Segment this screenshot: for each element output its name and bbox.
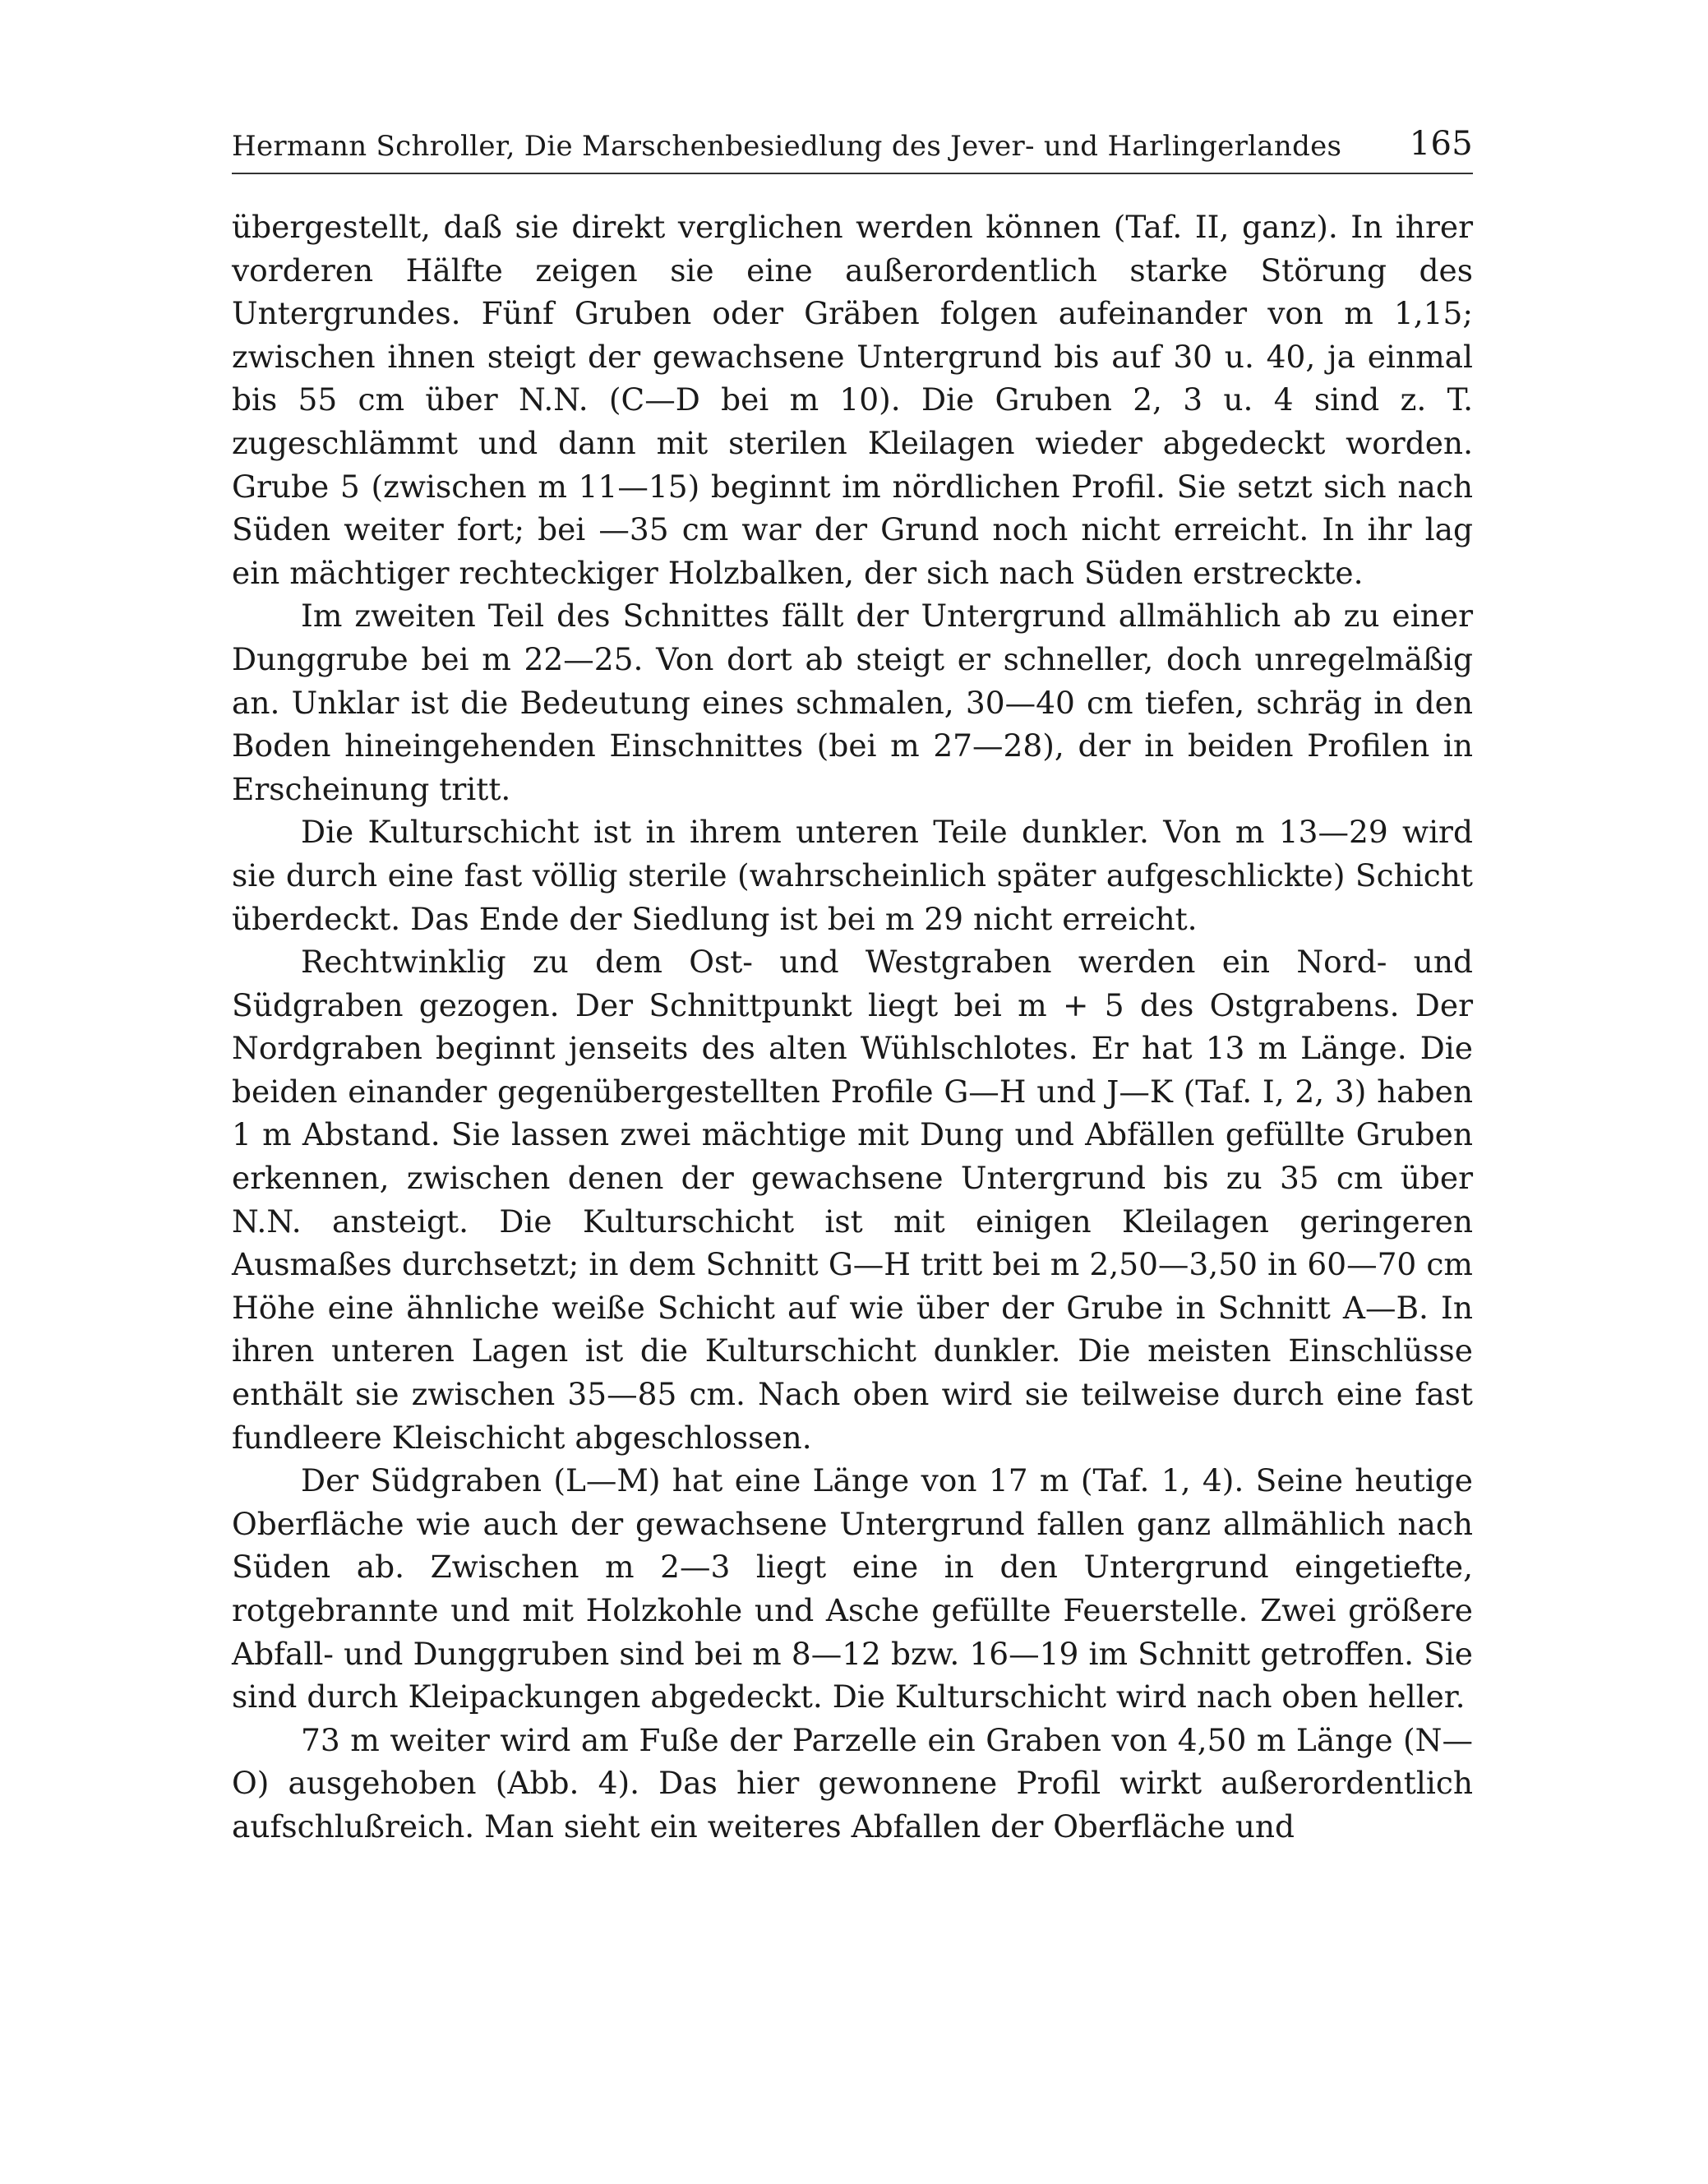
page	[232, 123, 1473, 1849]
paragraph-5: Der Südgraben (L—M) hat eine Länge von 17 m (Taf. 1, 4). Seine heutige Oberfläche wie auch der gewachsene Untergrund fallen ganz allmählich nach Süden ab. Zwischen m 2—3 liegt eine in den Untergrund eingetiefte, rotgebrannte und mit Holzkohle und Asche gefüllte Feuerstelle. Zwei größere Abfall- und Dunggruben sind bei m 8—12 bzw. 16—19 im Schnitt getroffen. Sie sind durch Kleipackungen abgedeckt. Die Kulturschicht wird nach oben heller.	[232, 1462, 1473, 1715]
paragraph-4: Rechtwinklig zu dem Ost- und Westgraben werden ein Nord- und Südgraben gezogen. Der Schnittpunkt liegt bei m + 5 des Ostgrabens. Der Nordgraben beginnt jenseits des alten Wühlschlotes. Er hat 13 m Länge. Die beiden einander gegenübergestellten Profile G—H und J—K (Taf. I, 2, 3) haben 1 m Abstand. Sie lassen zwei mächtige mit Dung und Abfällen gefüllte Gruben erkennen, zwischen denen der gewachsene Untergrund bis zu 35 cm über N.N. ansteigt. Die Kulturschicht ist mit einigen Kleilagen geringeren Ausmaßes durchsetzt; in dem Schnitt G—H tritt bei m 2,50—3,50 in 60—70 cm Höhe eine ähnliche weiße Schicht auf wie über der Grube in Schnitt A—B. In ihren unteren Lagen ist die Kulturschicht dunkler. Die meisten Einschlüsse enthält sie zwischen 35—85 cm. Nach oben wird sie teilweise durch eine fast fundleere Kleischicht abgeschlossen.	[232, 944, 1473, 1456]
running-head	[232, 123, 1473, 174]
paragraph-3: Die Kulturschicht ist in ihrem unteren Teile dunkler. Von m 13—29 wird sie durch eine fast völlig sterile (wahrscheinlich später aufgeschlickte) Schicht überdeckt. Das Ende der Siedlung ist bei m 29 nicht erreicht.	[232, 814, 1473, 937]
paragraph-6: 73 m weiter wird am Fuße der Parzelle ein Graben von 4,50 m Länge (N—O) ausgehoben (Abb. 4). Das hier gewonnene Profil wirkt außerordentlich aufschlußreich. Man sieht ein weiteres Abfallen der Oberfläche und	[232, 1721, 1473, 1845]
paragraph-2: Im zweiten Teil des Schnittes fällt der Untergrund allmählich ab zu einer Dunggrube bei m 22—25. Von dort ab steigt er schneller, doch unregelmäßig an. Unklar ist die Bedeutung eines schmalen, 30—40 cm tiefen, schräg in den Boden hineingehenden Einschnittes (bei m 27—28), der in beiden Profilen in Erscheinung tritt.	[232, 598, 1473, 807]
paragraph-1: übergestellt, daß sie direkt verglichen werden können (Taf. II, ganz). In ihrer vorderen Hälfte zeigen sie eine außerordentlich starke Störung des Untergrundes. Fünf Gruben oder Gräben folgen aufeinander von m 1,15; zwischen ihnen steigt der gewachsene Untergrund bis auf 30 u. 40, ja einmal bis 55 cm über N.N. (C—D bei m 10). Die Gruben 2, 3 u. 4 sind z. T. zugeschlämmt und dann mit sterilen Kleilagen wieder abgedeckt worden. Grube 5 (zwischen m 11—15) beginnt im nördlichen Profil. Sie setzt sich nach Süden weiter fort; bei —35 cm war der Grund noch nicht erreicht. In ihr lag ein mächtiger rechteckiger Holzbalken, der sich nach Süden erstreckte.	[232, 209, 1473, 591]
body-text	[232, 205, 1473, 1849]
running-title: Hermann Schroller, Die Marschenbesiedlung des Jever- und Harlingerlandes	[232, 130, 1342, 163]
page-number: 165	[1409, 125, 1473, 163]
